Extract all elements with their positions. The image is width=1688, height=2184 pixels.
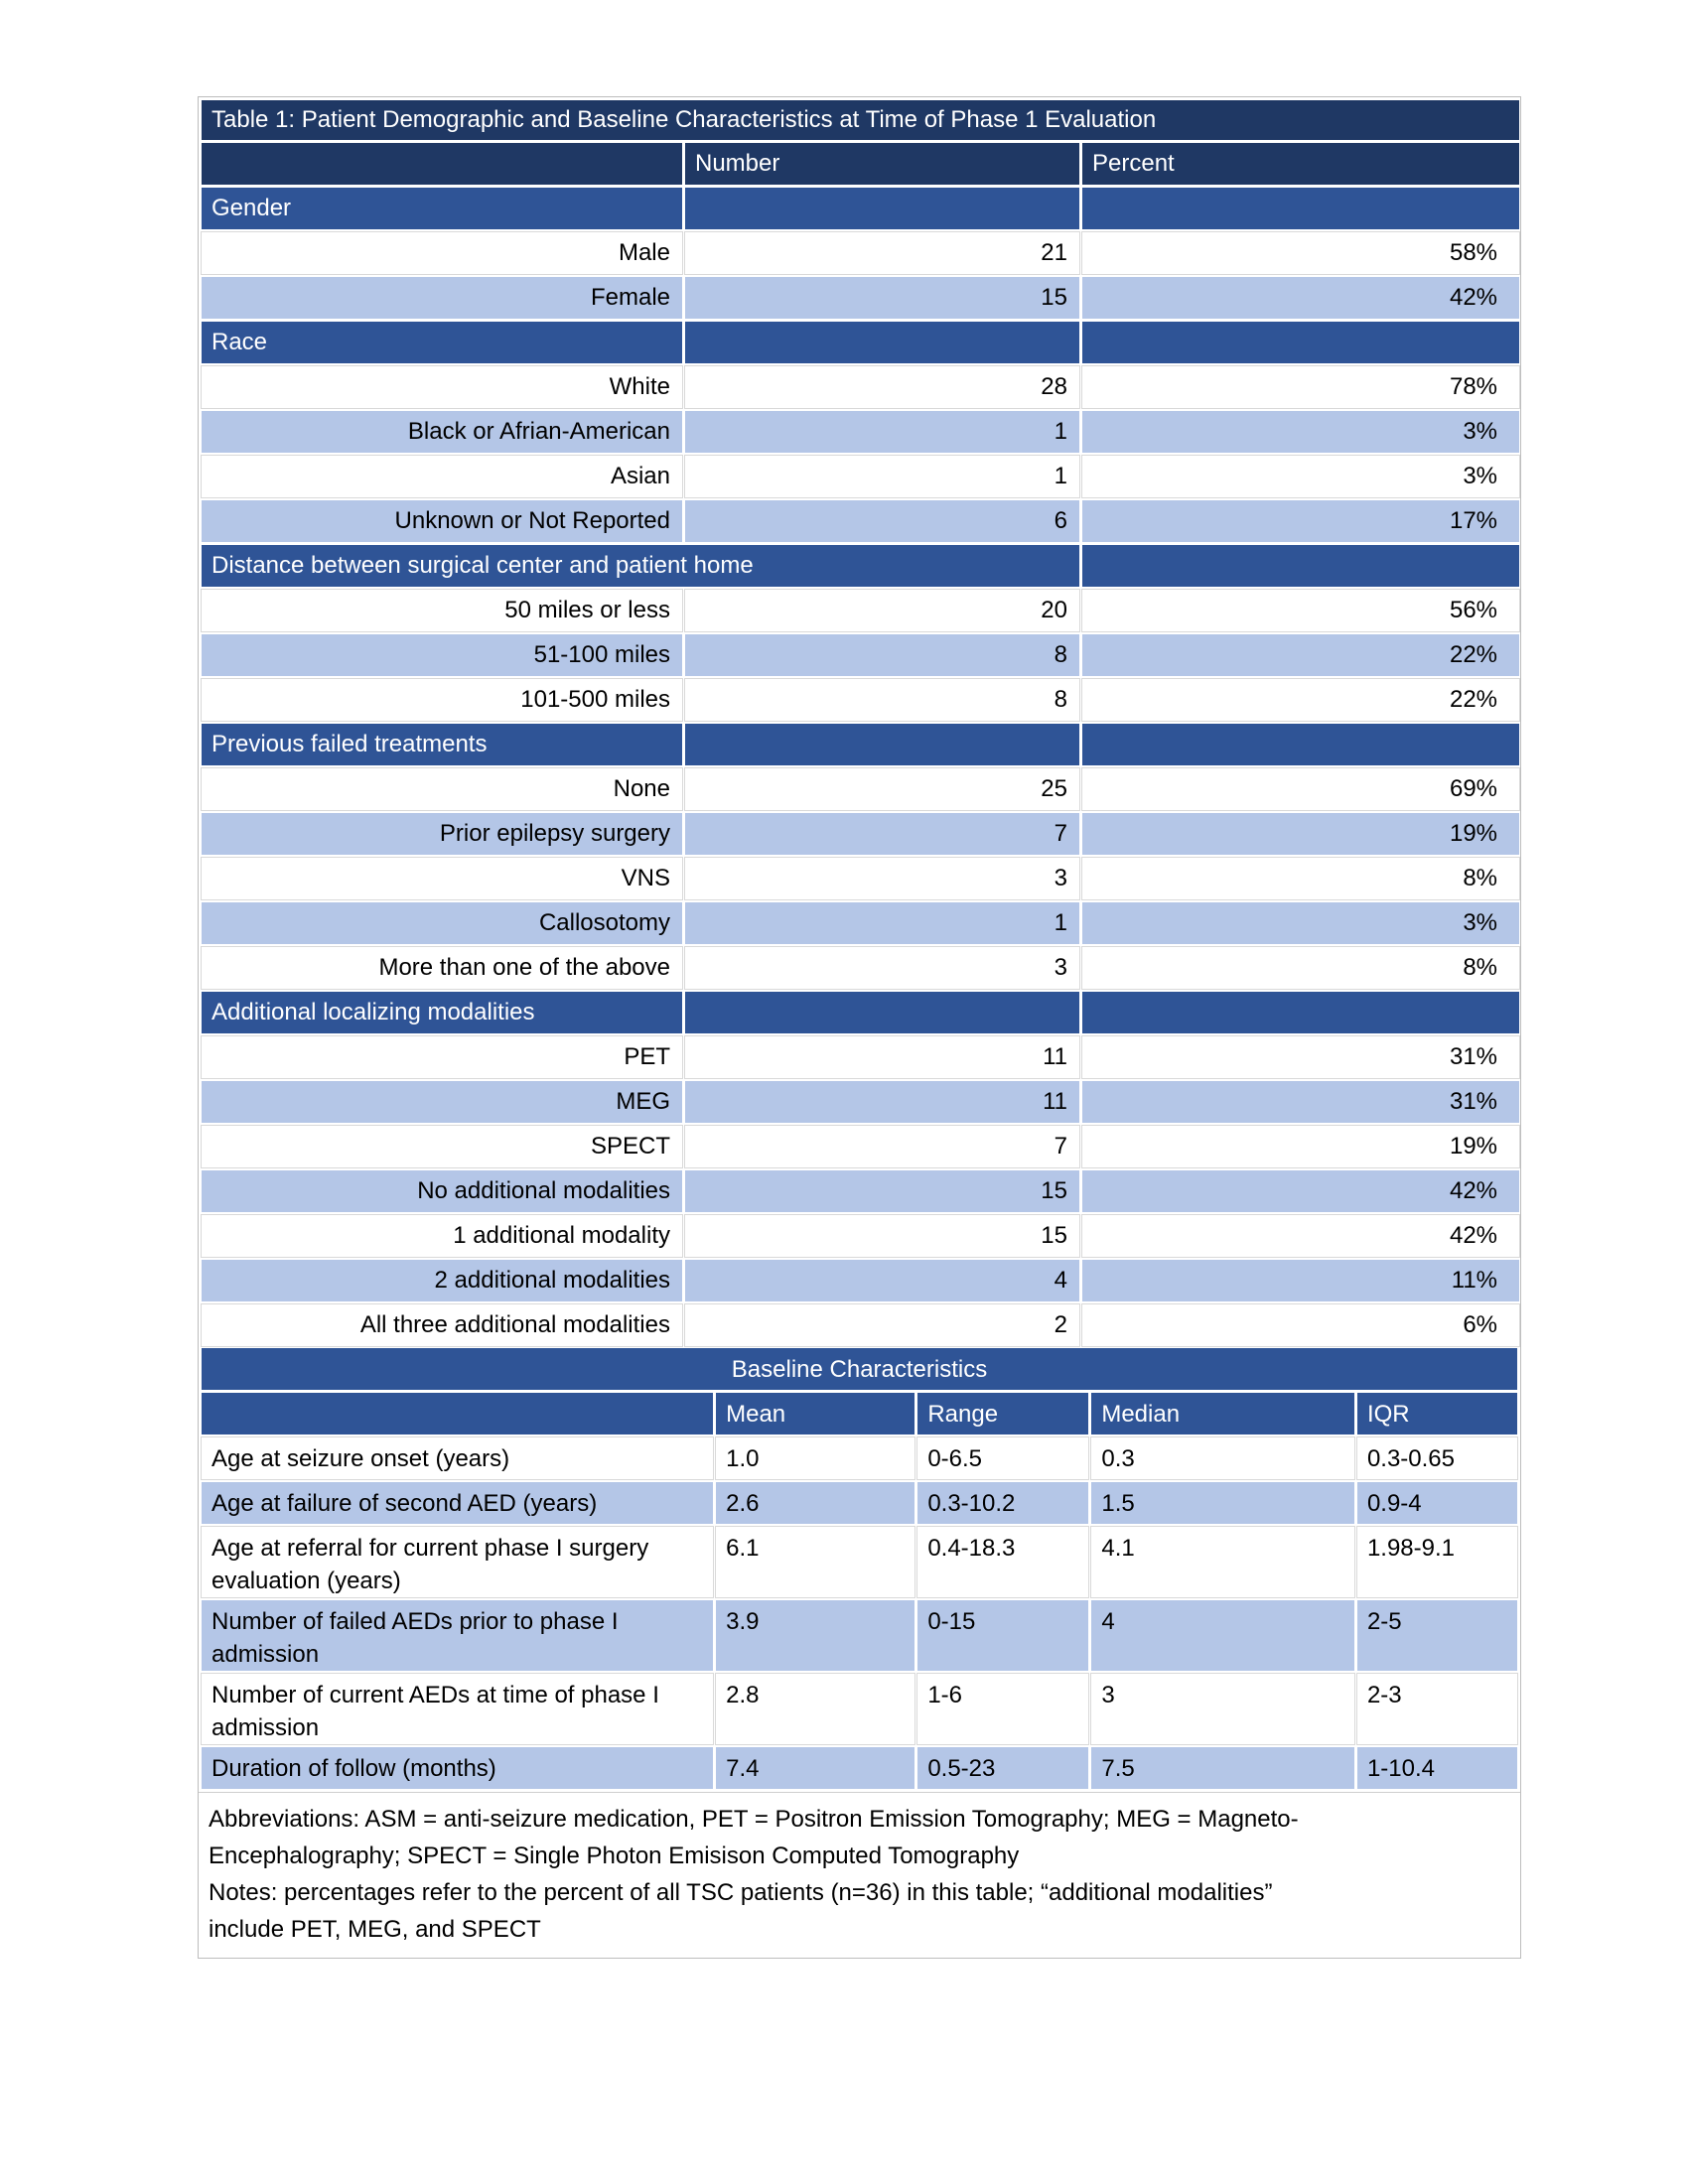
section-header-row [202, 322, 1519, 363]
number-cell: 15 [685, 1215, 1079, 1257]
row-label-cell: Black or Afrian-American [202, 411, 682, 453]
row-label-cell: Prior epilepsy surgery [202, 813, 682, 855]
table1-wrapper [198, 96, 1521, 1959]
section-header-row [202, 724, 1519, 765]
row-label-cell: No additional modalities [202, 1170, 682, 1212]
row-label-cell: SPECT [202, 1126, 682, 1167]
baseline-row [202, 1600, 1517, 1671]
row-label-cell: 2 additional modalities [202, 1260, 682, 1301]
number-cell: 21 [685, 232, 1079, 274]
baseline-row [202, 1482, 1517, 1524]
median-cell: 0.3 [1091, 1437, 1354, 1479]
section-label: Additional localizing modalities [202, 992, 682, 1033]
empty-header-cell [202, 1393, 713, 1434]
row-label-cell: 1 additional modality [202, 1215, 682, 1257]
row-label-cell: 50 miles or less [202, 590, 682, 631]
table-row [202, 1260, 1519, 1301]
table-row [202, 858, 1519, 899]
mean-cell: 2.8 [716, 1674, 914, 1744]
row-label-cell: 51-100 miles [202, 634, 682, 676]
percent-cell: 3% [1082, 456, 1519, 497]
range-cell: 0.3-10.2 [917, 1482, 1088, 1524]
empty-cell [1082, 322, 1519, 363]
percent-cell: 31% [1082, 1036, 1519, 1078]
baseline-row [202, 1674, 1517, 1744]
number-cell: 11 [685, 1036, 1079, 1078]
baseline-section-header: Baseline Characteristics [202, 1348, 1517, 1390]
baseline-column-header-row [202, 1393, 1517, 1434]
percent-cell: 8% [1082, 858, 1519, 899]
demographics-table [199, 97, 1522, 1349]
table-row [202, 1304, 1519, 1346]
row-label-cell: 101-500 miles [202, 679, 682, 721]
table-row [202, 411, 1519, 453]
demographics-body [202, 100, 1519, 1346]
row-label-cell: Callosotomy [202, 902, 682, 944]
percent-cell: 19% [1082, 1126, 1519, 1167]
iqr-cell: 1-10.4 [1357, 1747, 1517, 1789]
number-cell: 3 [685, 858, 1079, 899]
empty-cell [685, 322, 1079, 363]
table-row [202, 366, 1519, 408]
percent-cell: 42% [1082, 1170, 1519, 1212]
table-title-row [202, 100, 1519, 140]
percent-cell: 78% [1082, 366, 1519, 408]
percent-cell: 19% [1082, 813, 1519, 855]
baseline-body [202, 1348, 1517, 1789]
number-cell: 2 [685, 1304, 1079, 1346]
table-row [202, 500, 1519, 542]
table-row [202, 590, 1519, 631]
empty-cell [1082, 188, 1519, 229]
number-cell: 11 [685, 1081, 1079, 1123]
number-cell: 28 [685, 366, 1079, 408]
percent-cell: 56% [1082, 590, 1519, 631]
baseline-label-cell: Number of failed AEDs prior to phase I admission [202, 1600, 713, 1671]
baseline-row [202, 1747, 1517, 1789]
empty-cell [685, 188, 1079, 229]
number-cell: 7 [685, 1126, 1079, 1167]
iqr-cell: 0.3-0.65 [1357, 1437, 1517, 1479]
section-label: Distance between surgical center and patient home [202, 545, 1079, 587]
row-label-cell: Male [202, 232, 682, 274]
table-row [202, 813, 1519, 855]
empty-header-cell [202, 143, 682, 185]
row-label-cell: None [202, 768, 682, 810]
baseline-row [202, 1437, 1517, 1479]
number-column-header: Number [685, 143, 1079, 185]
iqr-cell: 0.9-4 [1357, 1482, 1517, 1524]
median-cell: 3 [1091, 1674, 1354, 1744]
range-cell: 0-6.5 [917, 1437, 1088, 1479]
percent-cell: 31% [1082, 1081, 1519, 1123]
column-header-row [202, 143, 1519, 185]
iqr-cell: 2-5 [1357, 1600, 1517, 1671]
range-cell: 0.5-23 [917, 1747, 1088, 1789]
table-row [202, 679, 1519, 721]
median-cell: 7.5 [1091, 1747, 1354, 1789]
mean-cell: 6.1 [716, 1527, 914, 1597]
percent-column-header: Percent [1082, 143, 1519, 185]
range-cell: 0-15 [917, 1600, 1088, 1671]
empty-cell [1082, 724, 1519, 765]
row-label-cell: Unknown or Not Reported [202, 500, 682, 542]
baseline-title-row [202, 1348, 1517, 1390]
percent-cell: 69% [1082, 768, 1519, 810]
row-label-cell: PET [202, 1036, 682, 1078]
row-label-cell: VNS [202, 858, 682, 899]
mean-cell: 2.6 [716, 1482, 914, 1524]
number-cell: 7 [685, 813, 1079, 855]
baseline-row [202, 1527, 1517, 1597]
table-row [202, 1170, 1519, 1212]
percent-cell: 11% [1082, 1260, 1519, 1301]
percent-cell: 17% [1082, 500, 1519, 542]
percent-cell: 42% [1082, 1215, 1519, 1257]
percent-cell: 22% [1082, 679, 1519, 721]
baseline-label-cell: Age at referral for current phase I surgery evaluation (years) [202, 1527, 713, 1597]
table-row [202, 232, 1519, 274]
iqr-column-header: IQR [1357, 1393, 1517, 1434]
iqr-cell: 2-3 [1357, 1674, 1517, 1744]
number-cell: 1 [685, 902, 1079, 944]
percent-cell: 6% [1082, 1304, 1519, 1346]
row-label-cell: More than one of the above [202, 947, 682, 989]
section-label: Previous failed treatments [202, 724, 682, 765]
row-label-cell: White [202, 366, 682, 408]
table-row [202, 902, 1519, 944]
footnote-line: Encephalography; SPECT = Single Photon Emisison Computed Tomography [209, 1843, 1020, 1869]
table-row [202, 947, 1519, 989]
range-column-header: Range [917, 1393, 1088, 1434]
footnote-line: Abbreviations: ASM = anti-seizure medication, PET = Positron Emission Tomography; MEG = Magneto- [209, 1806, 1299, 1833]
table-row [202, 456, 1519, 497]
percent-cell: 3% [1082, 902, 1519, 944]
section-header-row [202, 188, 1519, 229]
mean-cell: 3.9 [716, 1600, 914, 1671]
percent-cell: 8% [1082, 947, 1519, 989]
range-cell: 1-6 [917, 1674, 1088, 1744]
section-header-row [202, 992, 1519, 1033]
footnote-line: include PET, MEG, and SPECT [209, 1916, 541, 1943]
row-label-cell: Female [202, 277, 682, 319]
median-column-header: Median [1091, 1393, 1354, 1434]
empty-cell [685, 724, 1079, 765]
empty-cell [685, 992, 1079, 1033]
table-row [202, 277, 1519, 319]
number-cell: 15 [685, 277, 1079, 319]
median-cell: 1.5 [1091, 1482, 1354, 1524]
percent-cell: 3% [1082, 411, 1519, 453]
section-header-row [202, 545, 1519, 587]
iqr-cell: 1.98-9.1 [1357, 1527, 1517, 1597]
range-cell: 0.4-18.3 [917, 1527, 1088, 1597]
number-cell: 3 [685, 947, 1079, 989]
table-row [202, 768, 1519, 810]
percent-cell: 58% [1082, 232, 1519, 274]
table-footnote [199, 1792, 1520, 1958]
number-cell: 8 [685, 634, 1079, 676]
number-cell: 25 [685, 768, 1079, 810]
section-label: Race [202, 322, 682, 363]
mean-column-header: Mean [716, 1393, 914, 1434]
table-row [202, 1081, 1519, 1123]
baseline-label-cell: Age at failure of second AED (years) [202, 1482, 713, 1524]
number-cell: 1 [685, 456, 1079, 497]
percent-cell: 42% [1082, 277, 1519, 319]
number-cell: 1 [685, 411, 1079, 453]
table-row [202, 1215, 1519, 1257]
number-cell: 8 [685, 679, 1079, 721]
baseline-label-cell: Duration of follow (months) [202, 1747, 713, 1789]
section-label: Gender [202, 188, 682, 229]
number-cell: 20 [685, 590, 1079, 631]
table-title: Table 1: Patient Demographic and Baseline Characteristics at Time of Phase 1 Evaluation [202, 100, 1519, 140]
empty-cell [1082, 992, 1519, 1033]
number-cell: 6 [685, 500, 1079, 542]
baseline-label-cell: Age at seizure onset (years) [202, 1437, 713, 1479]
baseline-label-cell: Number of current AEDs at time of phase I admission [202, 1674, 713, 1744]
row-label-cell: All three additional modalities [202, 1304, 682, 1346]
median-cell: 4.1 [1091, 1527, 1354, 1597]
empty-cell [1082, 545, 1519, 587]
mean-cell: 7.4 [716, 1747, 914, 1789]
row-label-cell: MEG [202, 1081, 682, 1123]
percent-cell: 22% [1082, 634, 1519, 676]
table-row [202, 1126, 1519, 1167]
footnote-line: Notes: percentages refer to the percent of all TSC patients (n=36) in this table; “additional modalities” [209, 1879, 1273, 1906]
row-label-cell: Asian [202, 456, 682, 497]
table-row [202, 1036, 1519, 1078]
mean-cell: 1.0 [716, 1437, 914, 1479]
number-cell: 4 [685, 1260, 1079, 1301]
baseline-table [199, 1345, 1520, 1792]
table-row [202, 634, 1519, 676]
median-cell: 4 [1091, 1600, 1354, 1671]
number-cell: 15 [685, 1170, 1079, 1212]
